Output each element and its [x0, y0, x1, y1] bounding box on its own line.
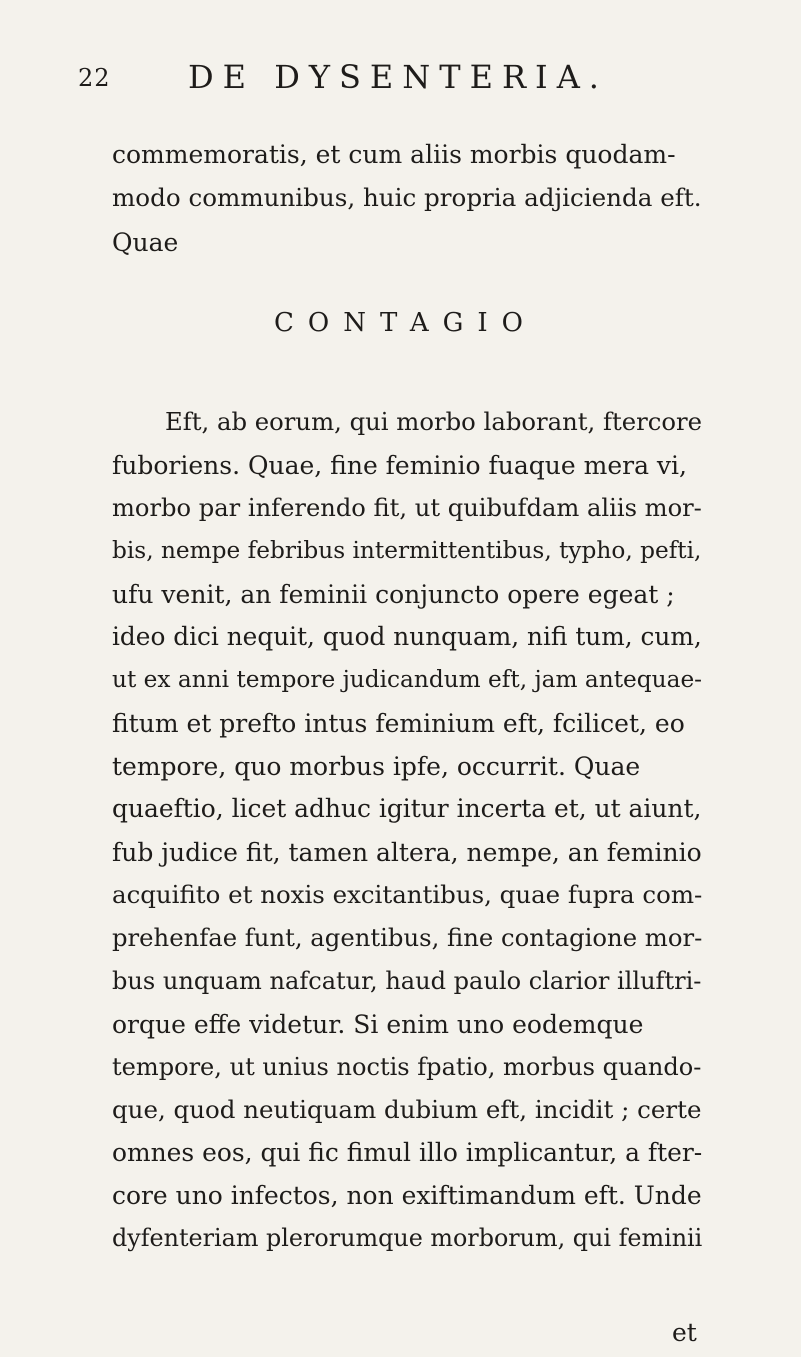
text-line: ufu venit, an feminii conjuncto opere egeat ;	[112, 580, 675, 609]
text-line: acquifito et noxis excitantibus, quae fupra com-	[112, 880, 703, 909]
text-line: quaeftio, licet adhuc igitur incerta et, ut aiunt,	[112, 794, 702, 823]
text-line: tempore, ut unius noctis fpatio, morbus quando-	[112, 1053, 702, 1081]
text-line: orque effe videtur. Si enim uno eodemque	[112, 1010, 644, 1039]
text-line: fitum et prefto intus feminium eft, fcilicet, eo	[112, 709, 685, 738]
text-line: fub judice fit, tamen altera, nempe, an feminio	[112, 838, 702, 867]
text-line: ut ex anni tempore judicandum eft, jam antequae-	[112, 666, 703, 693]
text-line: tempore, quo morbus ipfe, occurrit. Quae	[112, 752, 641, 781]
text-line: Quae	[112, 228, 179, 257]
text-line: prehenfae funt, agentibus, fine contagione mor-	[112, 923, 703, 952]
catchword: et	[672, 1318, 697, 1347]
page-number: 22	[78, 64, 111, 92]
text-line: omnes eos, qui fic fimul illo implicantur, a fter-	[112, 1138, 703, 1167]
text-line: bis, nempe febribus intermittentibus, typho, pefti,	[112, 537, 702, 564]
text-line: ideo dici nequit, quod nunquam, nifi tum, cum,	[112, 622, 702, 651]
text-line: core uno infectos, non exiftimandum eft. Unde	[112, 1181, 702, 1210]
text-line: morbo par inferendo fit, ut quibufdam aliis mor-	[112, 494, 702, 522]
text-line: commemoratis, et cum aliis morbis quodam-	[112, 140, 676, 169]
page-header	[78, 58, 718, 102]
section-heading: CONTAGIO	[273, 308, 537, 338]
text-line: bus unquam nafcatur, haud paulo clarior illuftri-	[112, 967, 702, 995]
text-line: fuboriens. Quae, fine feminio fuaque mera vi,	[112, 451, 687, 480]
text-line: dyfenteriam plerorumque morborum, qui feminii	[112, 1224, 703, 1252]
text-line: modo communibus, huic propria adjicienda eft.	[112, 183, 702, 212]
text-line: Eft, ab eorum, qui morbo laborant, ftercore	[165, 407, 703, 436]
running-title: DE DYSENTERIA.	[188, 58, 608, 96]
text-line: que, quod neutiquam dubium eft, incidit ; certe	[112, 1095, 702, 1124]
